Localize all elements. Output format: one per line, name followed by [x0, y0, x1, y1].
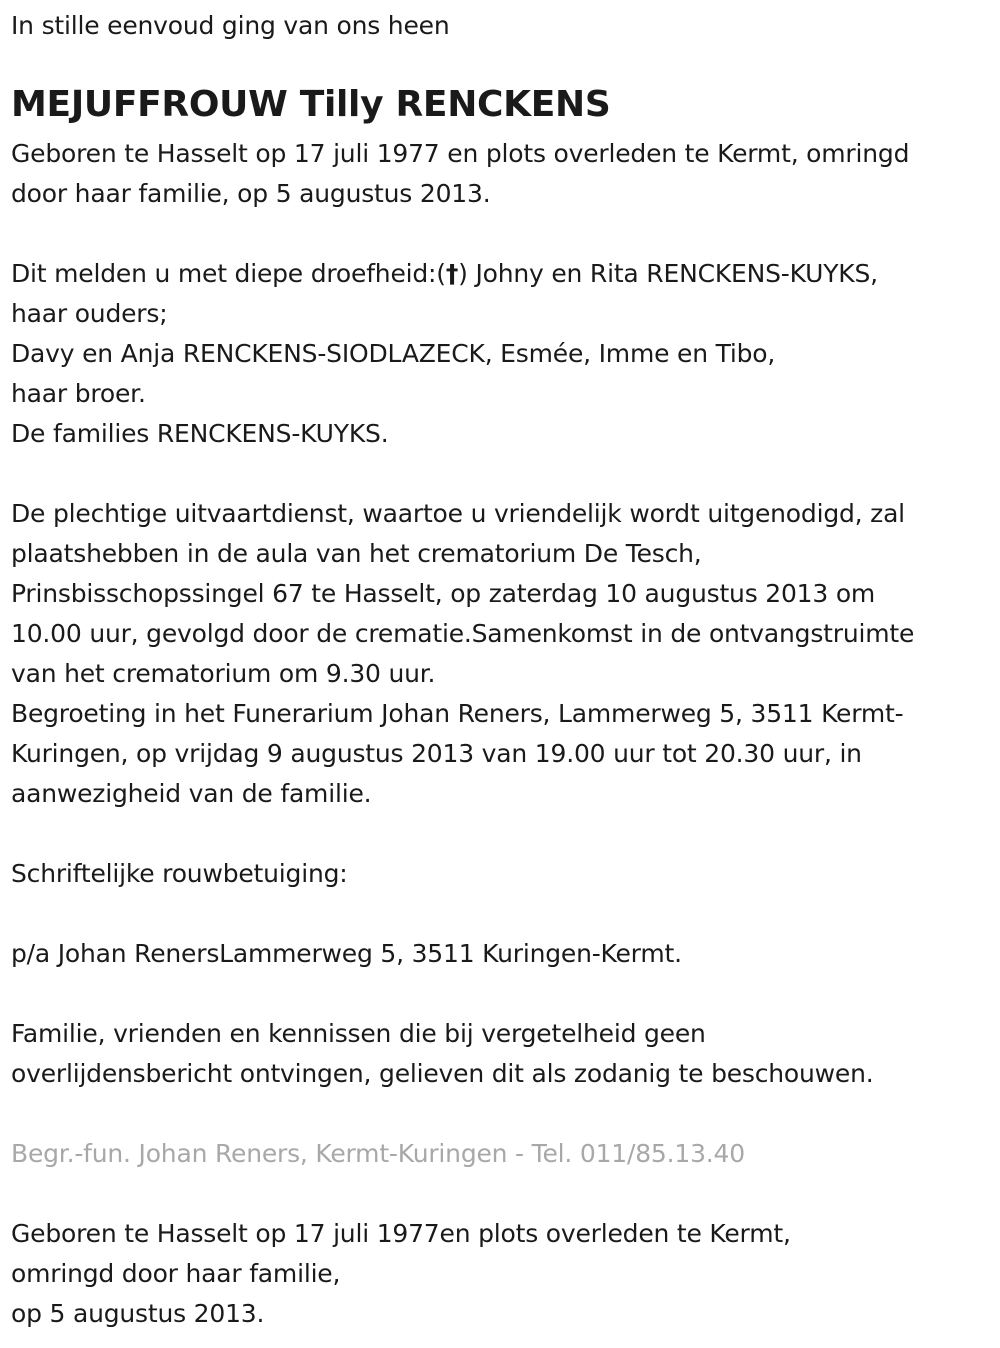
condolence-label: Schriftelijke rouwbetuiging:: [11, 859, 348, 888]
birth-line: door haar familie, op 5 augustus 2013.: [11, 179, 491, 208]
condolence-address: p/a Johan RenersLammerweg 5, 3511 Kuringen-Kermt.: [11, 939, 682, 968]
mourners-line: De families RENCKENS-KUYKS.: [11, 419, 389, 448]
funeral-home-line: Begr.-fun. Johan Reners, Kermt-Kuringen - Tel. 011/85.13.40: [11, 1139, 745, 1168]
footer-paragraph: [11, 1214, 791, 1334]
service-line: plaatshebben in de aula van het crematorium De Tesch,: [11, 539, 702, 568]
service-paragraph: [11, 494, 914, 814]
mourners-lead: Dit melden u met diepe droefheid:(: [11, 259, 446, 288]
birth-paragraph: [11, 134, 909, 214]
footer-line: op 5 augustus 2013.: [11, 1299, 265, 1328]
notice-line: Familie, vrienden en kennissen die bij vergetelheid geen: [11, 1019, 706, 1048]
mourners-lead-rest: ) Johny en Rita RENCKENS-KUYKS,: [458, 259, 878, 288]
mourners-line: Davy en Anja RENCKENS-SIODLAZECK, Esmée, Imme en Tibo,: [11, 339, 776, 368]
service-line: De plechtige uitvaartdienst, waartoe u vriendelijk wordt uitgenodigd, zal: [11, 499, 905, 528]
service-line: Kuringen, op vrijdag 9 augustus 2013 van 19.00 uur tot 20.30 uur, in: [11, 739, 862, 768]
service-line: Begroeting in het Funerarium Johan Reners, Lammerweg 5, 3511 Kermt-: [11, 699, 904, 728]
notice-paragraph: [11, 1014, 874, 1094]
mourners-lead-line: [11, 254, 878, 294]
service-line: aanwezigheid van de familie.: [11, 779, 372, 808]
service-line: 10.00 uur, gevolgd door de crematie.Samenkomst in de ontvangstruimte: [11, 619, 915, 648]
deceased-name: MEJUFFROUW Tilly RENCKENS: [11, 84, 611, 125]
cross-icon: †: [445, 259, 459, 288]
intro-line: In stille eenvoud ging van ons heen: [11, 11, 450, 40]
footer-line: Geboren te Hasselt op 17 juli 1977en plots overleden te Kermt,: [11, 1219, 791, 1248]
notice-line: overlijdensbericht ontvingen, gelieven dit als zodanig te beschouwen.: [11, 1059, 874, 1088]
service-line: van het crematorium om 9.30 uur.: [11, 659, 436, 688]
mourners-line: haar ouders;: [11, 299, 168, 328]
birth-line: Geboren te Hasselt op 17 juli 1977 en plots overleden te Kermt, omringd: [11, 139, 910, 168]
mourners-line: haar broer.: [11, 379, 146, 408]
service-line: Prinsbisschopssingel 67 te Hasselt, op zaterdag 10 augustus 2013 om: [11, 579, 876, 608]
mourners-paragraph: [11, 254, 878, 454]
footer-line: omringd door haar familie,: [11, 1259, 341, 1288]
